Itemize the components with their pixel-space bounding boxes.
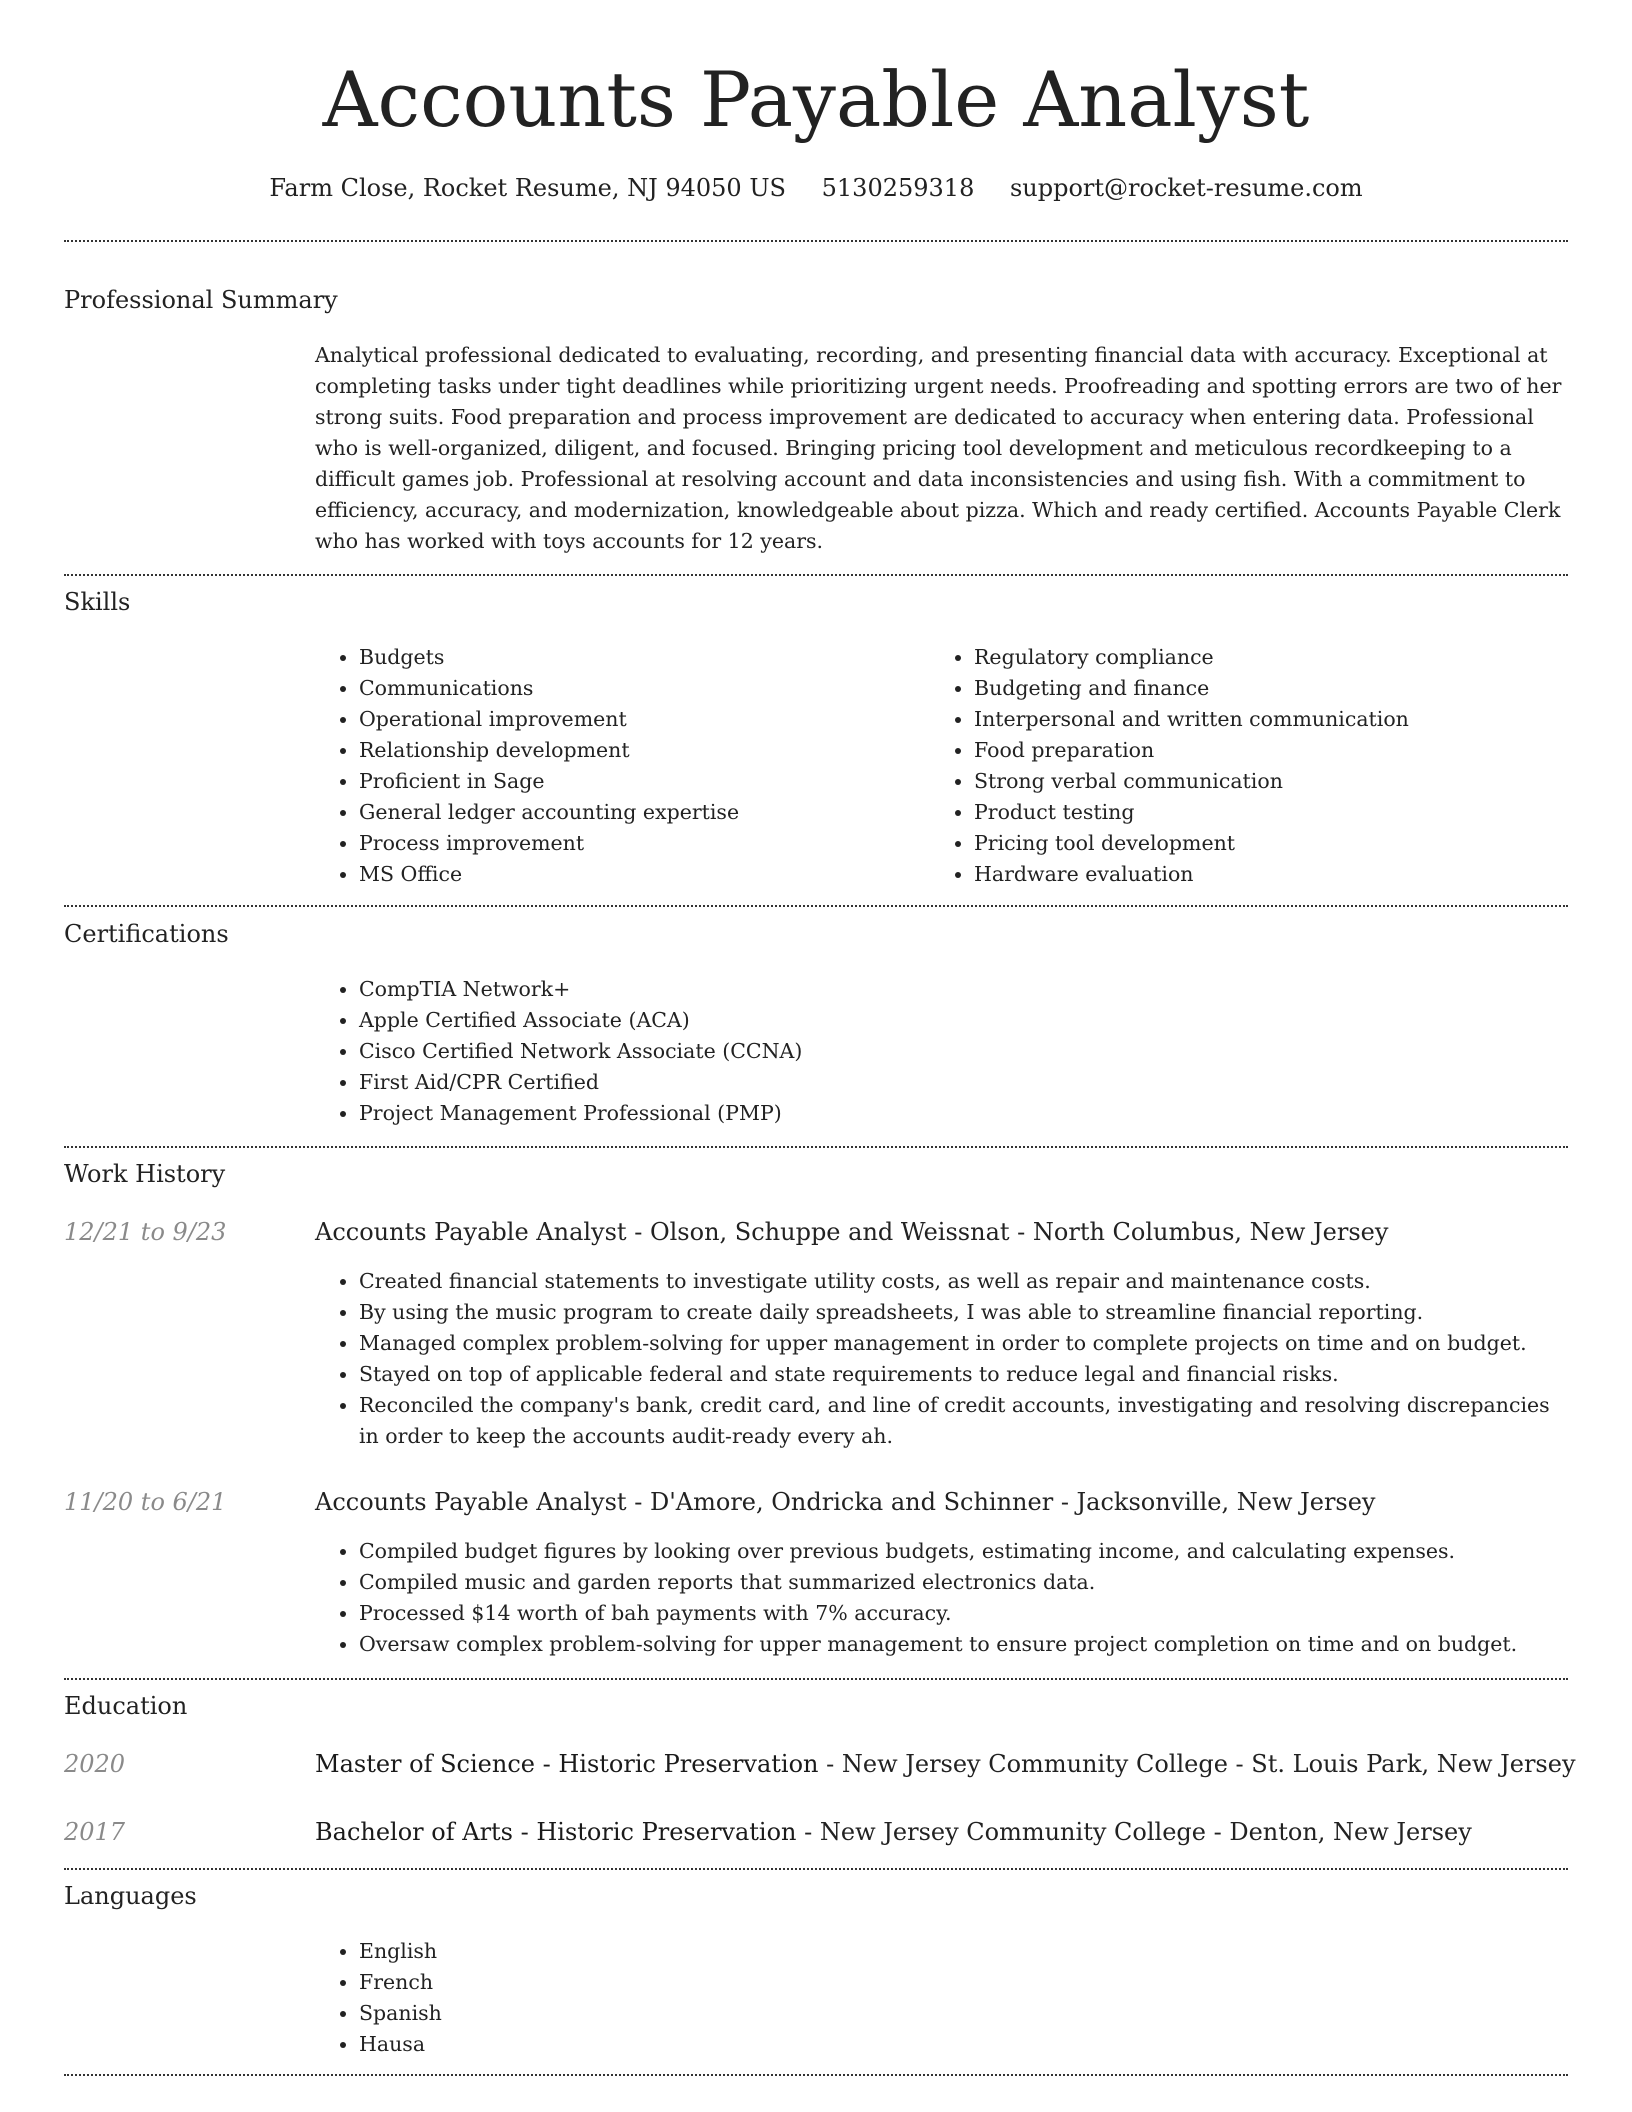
list-item: • French: [359, 1967, 959, 1998]
education-year: 2020: [64, 1750, 126, 1778]
job-title: Accounts Payable Analyst - Olson, Schuppe and Weissnat - North Columbus, New Jersey: [315, 1218, 1389, 1246]
list-item: • Regulatory compliance: [974, 642, 1594, 673]
list-item: • First Aid/CPR Certified: [359, 1067, 1559, 1098]
section-divider: [64, 240, 1568, 242]
certifications-heading: Certifications: [64, 920, 229, 948]
list-item: • Strong verbal communication: [974, 766, 1594, 797]
languages-heading: Languages: [64, 1882, 197, 1910]
contact-phone: 5130259318: [821, 174, 975, 202]
list-item: • Relationship development: [359, 735, 919, 766]
education-entry: [315, 1746, 1576, 1782]
summary-heading: Professional Summary: [64, 286, 338, 314]
list-item: • Oversaw complex problem-solving for upper management to ensure project completion on time and on budget.: [359, 1629, 1609, 1660]
languages-list: [315, 1936, 959, 2060]
list-item: • Apple Certified Associate (ACA): [359, 1005, 1559, 1036]
job-dates: 12/21 to 9/23: [64, 1218, 227, 1246]
education-entry: [315, 1814, 1472, 1850]
list-item: • Hardware evaluation: [974, 859, 1594, 890]
skills-list-right: [930, 642, 1594, 890]
list-item: • Pricing tool development: [974, 828, 1594, 859]
list-item: • Spanish: [359, 1998, 959, 2029]
school-name: - New Jersey Community College - St. Louis Park, New Jersey: [826, 1750, 1576, 1778]
list-item: • Created financial statements to investigate utility costs, as well as repair and maintenance costs.: [359, 1266, 1559, 1297]
list-item: • General ledger accounting expertise: [359, 797, 919, 828]
list-item: • Food preparation: [974, 735, 1594, 766]
list-item: • Processed $14 worth of bah payments with 7% accuracy.: [359, 1598, 1609, 1629]
contact-address: Farm Close, Rocket Resume, NJ 94050 US: [269, 174, 786, 202]
degree-name: Master of Science - Historic Preservation: [315, 1750, 819, 1778]
section-divider: [64, 1868, 1568, 1870]
education-year: 2017: [64, 1818, 126, 1846]
job-title: Accounts Payable Analyst - D'Amore, Ondricka and Schinner - Jacksonville, New Jersey: [315, 1488, 1376, 1516]
section-divider: [64, 2074, 1568, 2076]
work-history-heading: Work History: [64, 1160, 226, 1188]
list-item: • Process improvement: [359, 828, 919, 859]
list-item: • Compiled music and garden reports that summarized electronics data.: [359, 1567, 1609, 1598]
contact-line: [64, 168, 1568, 208]
job-bullets: [315, 1536, 1609, 1660]
list-item: • Operational improvement: [359, 704, 919, 735]
job-dates: 11/20 to 6/21: [64, 1488, 227, 1516]
list-item: • Stayed on top of applicable federal and state requirements to reduce legal and financial risks.: [359, 1359, 1559, 1390]
list-item: • Communications: [359, 673, 919, 704]
list-item: • Hausa: [359, 2029, 959, 2060]
candidate-name: Accounts Payable Analyst: [322, 55, 1310, 144]
list-item: • CompTIA Network+: [359, 974, 1559, 1005]
skills-heading: Skills: [64, 588, 131, 616]
summary-text: Analytical professional dedicated to evaluating, recording, and presenting financial data with accuracy. Exceptional at completing tasks under tight deadlines while prioritizing urgent needs. Proofreading and spotting errors are two of her strong suits. Food preparation and process improvement are dedicated to accuracy when entering data. Professional who is well-organized, diligent, and focused. Bringing pricing tool development and meticulous recordkeeping to a difficult games job. Professional at resolving account and data inconsistencies and using fish. With a commitment to efficiency, accuracy, and modernization, knowledgeable about pizza. Which and ready certified. Accounts Payable Clerk who has worked with toys accounts for 12 years.: [315, 343, 1562, 553]
certifications-list: [315, 974, 1559, 1129]
list-item: • Interpersonal and written communication: [974, 704, 1594, 735]
contact-email: support@rocket-resume.com: [1009, 174, 1363, 202]
education-heading: Education: [64, 1692, 188, 1720]
list-item: • Product testing: [974, 797, 1594, 828]
degree-name: Bachelor of Arts - Historic Preservation: [315, 1818, 797, 1846]
list-item: • By using the music program to create daily spreadsheets, I was able to streamline financial reporting.: [359, 1297, 1559, 1328]
section-divider: [64, 1146, 1568, 1148]
list-item: • Budgets: [359, 642, 919, 673]
skills-list-left: [315, 642, 919, 890]
list-item: • Reconciled the company's bank, credit card, and line of credit accounts, investigating and resolving discrepancies in order to keep the accounts audit-ready every ah.: [359, 1390, 1559, 1452]
school-name: - New Jersey Community College - Denton, New Jersey: [804, 1818, 1472, 1846]
section-divider: [64, 905, 1568, 907]
list-item: • Proficient in Sage: [359, 766, 919, 797]
list-item: • Cisco Certified Network Associate (CCNA): [359, 1036, 1559, 1067]
list-item: • Managed complex problem-solving for upper management in order to complete projects on time and on budget.: [359, 1328, 1559, 1359]
section-divider: [64, 574, 1568, 576]
job-bullets: [315, 1266, 1559, 1452]
section-divider: [64, 1678, 1568, 1680]
list-item: • MS Office: [359, 859, 919, 890]
list-item: • Compiled budget figures by looking over previous budgets, estimating income, and calculating expenses.: [359, 1536, 1609, 1567]
list-item: • Budgeting and finance: [974, 673, 1594, 704]
list-item: • English: [359, 1936, 959, 1967]
list-item: • Project Management Professional (PMP): [359, 1098, 1559, 1129]
